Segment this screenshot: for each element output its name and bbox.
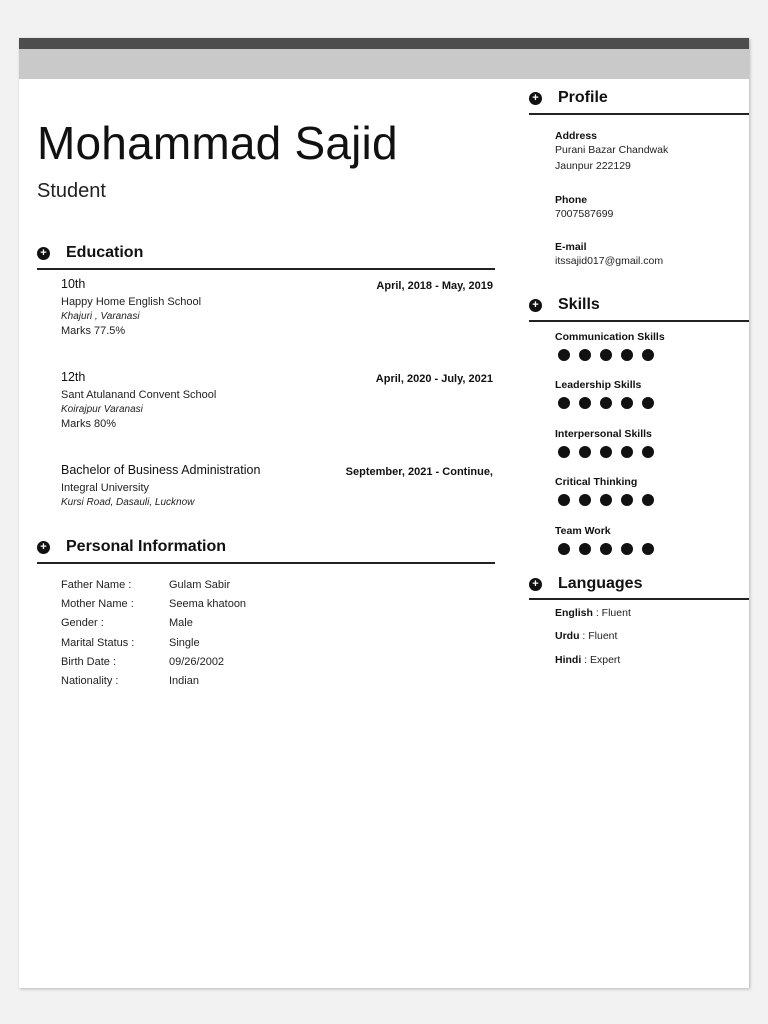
- personal-info-value: 09/26/2002: [169, 655, 225, 668]
- phone-label: Phone: [555, 194, 588, 206]
- resume-sheet: [19, 38, 749, 988]
- education-school: Integral University: [61, 482, 150, 494]
- rating-dot: [558, 543, 570, 555]
- rating-dot: [579, 494, 591, 506]
- personal-info-label: Gender :: [61, 617, 104, 630]
- language-level: : Expert: [581, 654, 621, 666]
- personal-info-value: Gulam Sabir: [169, 578, 231, 591]
- rating-dot: [600, 446, 612, 458]
- rating-dot: [621, 543, 633, 555]
- top-bar-dark: [19, 38, 749, 49]
- education-item: [61, 277, 493, 337]
- languages-heading: [529, 575, 642, 593]
- top-bar-grey: [19, 49, 749, 79]
- personal-heading: [37, 538, 226, 556]
- rating-dot: [579, 349, 591, 361]
- education-dates: April, 2020 - July, 2021: [375, 373, 493, 385]
- education-school: Sant Atulanand Convent School: [61, 389, 217, 401]
- profile-heading: [529, 89, 608, 107]
- personal-info-value: Single: [169, 636, 200, 649]
- plus-circle-icon: +: [37, 247, 50, 260]
- plus-circle-icon: +: [529, 92, 542, 105]
- profile-email: [555, 241, 663, 269]
- skill-rating: [558, 397, 654, 409]
- skill-name: Interpersonal Skills: [555, 428, 652, 440]
- skill-item: [555, 525, 654, 555]
- language-name: Hindi: [555, 654, 582, 666]
- personal-info-label: Birth Date :: [61, 655, 117, 668]
- rating-dot: [600, 494, 612, 506]
- skill-item: [555, 428, 654, 458]
- language-level: : Fluent: [592, 607, 631, 619]
- rating-dot: [600, 397, 612, 409]
- personal-info-label: Father Name :: [61, 578, 132, 591]
- education-location: Kursi Road, Dasauli, Lucknow: [61, 497, 195, 508]
- personal-rule: [37, 562, 495, 564]
- education-heading-label: Education: [66, 244, 144, 261]
- education-degree: 12th: [61, 370, 86, 384]
- skill-name: Leadership Skills: [555, 379, 642, 391]
- education-dates: September, 2021 - Continue,: [345, 466, 493, 478]
- personal-info-row: [61, 633, 246, 652]
- skill-item: [555, 476, 654, 506]
- personal-info-value: Male: [169, 617, 193, 630]
- rating-dot: [621, 397, 633, 409]
- education-degree: 10th: [61, 277, 86, 291]
- education-item: [61, 370, 493, 430]
- education-marks: Marks 77.5%: [61, 325, 126, 337]
- personal-info-row: [61, 652, 246, 671]
- language-item: [555, 654, 620, 666]
- rating-dot: [579, 397, 591, 409]
- profile-address: [555, 130, 668, 174]
- address-line2: Jaunpur 222129: [555, 160, 631, 172]
- rating-dot: [621, 446, 633, 458]
- personal-heading-label: Personal Information: [66, 538, 227, 555]
- rating-dot: [579, 543, 591, 555]
- personal-info-label: Marital Status :: [61, 636, 135, 649]
- skill-rating: [558, 446, 654, 458]
- personal-info-list: [61, 575, 246, 691]
- languages-heading-label: Languages: [558, 575, 643, 592]
- education-dates: April, 2018 - May, 2019: [376, 280, 493, 292]
- rating-dot: [558, 446, 570, 458]
- personal-info-value: Indian: [169, 675, 199, 688]
- personal-info-value: Seema khatoon: [169, 597, 247, 610]
- skills-heading-label: Skills: [558, 296, 600, 313]
- personal-info-row: [61, 614, 246, 633]
- skill-item: [555, 379, 654, 409]
- email-label: E-mail: [555, 241, 587, 253]
- skill-rating: [558, 349, 665, 361]
- rating-dot: [600, 543, 612, 555]
- rating-dot: [642, 494, 654, 506]
- language-level: : Fluent: [579, 630, 618, 642]
- rating-dot: [558, 397, 570, 409]
- rating-dot: [642, 349, 654, 361]
- personal-info-label: Nationality :: [61, 675, 119, 688]
- plus-circle-icon: +: [529, 299, 542, 312]
- email-value: itssajid017@gmail.com: [555, 255, 664, 267]
- rating-dot: [642, 397, 654, 409]
- rating-dot: [621, 494, 633, 506]
- personal-info-label: Mother Name :: [61, 597, 134, 610]
- skill-name: Team Work: [555, 525, 611, 537]
- education-rule: [37, 268, 495, 270]
- profile-rule: [529, 113, 749, 115]
- rating-dot: [579, 446, 591, 458]
- resume-name: Mohammad Sajid: [37, 117, 398, 169]
- resume-title: Student: [37, 180, 106, 202]
- rating-dot: [558, 494, 570, 506]
- profile-heading-label: Profile: [558, 89, 608, 106]
- skill-rating: [558, 543, 654, 555]
- education-location: Khajuri , Varanasi: [61, 311, 140, 322]
- language-name: Urdu: [555, 630, 580, 642]
- language-item: [555, 630, 617, 642]
- skills-rule: [529, 320, 749, 322]
- skills-heading: [529, 296, 600, 314]
- skill-item: [555, 331, 665, 361]
- phone-value: 7007587699: [555, 208, 614, 220]
- skill-name: Critical Thinking: [555, 476, 638, 488]
- education-school: Happy Home English School: [61, 296, 202, 308]
- personal-info-row: [61, 594, 246, 613]
- address-label: Address: [555, 130, 598, 142]
- skill-name: Communication Skills: [555, 331, 665, 343]
- rating-dot: [642, 543, 654, 555]
- rating-dot: [558, 349, 570, 361]
- language-item: [555, 607, 631, 619]
- profile-phone: [555, 194, 613, 222]
- personal-info-row: [61, 575, 246, 594]
- plus-circle-icon: +: [529, 578, 542, 591]
- rating-dot: [621, 349, 633, 361]
- language-name: English: [555, 607, 593, 619]
- plus-circle-icon: +: [37, 541, 50, 554]
- education-degree: Bachelor of Business Administration: [61, 463, 261, 477]
- education-marks: Marks 80%: [61, 418, 117, 430]
- address-line1: Purani Bazar Chandwak: [555, 144, 669, 156]
- rating-dot: [600, 349, 612, 361]
- education-item: [61, 463, 493, 508]
- education-location: Koirajpur Varanasi: [61, 404, 143, 415]
- skill-rating: [558, 494, 654, 506]
- personal-info-row: [61, 671, 246, 690]
- rating-dot: [642, 446, 654, 458]
- education-heading: [37, 244, 143, 262]
- languages-rule: [529, 598, 749, 600]
